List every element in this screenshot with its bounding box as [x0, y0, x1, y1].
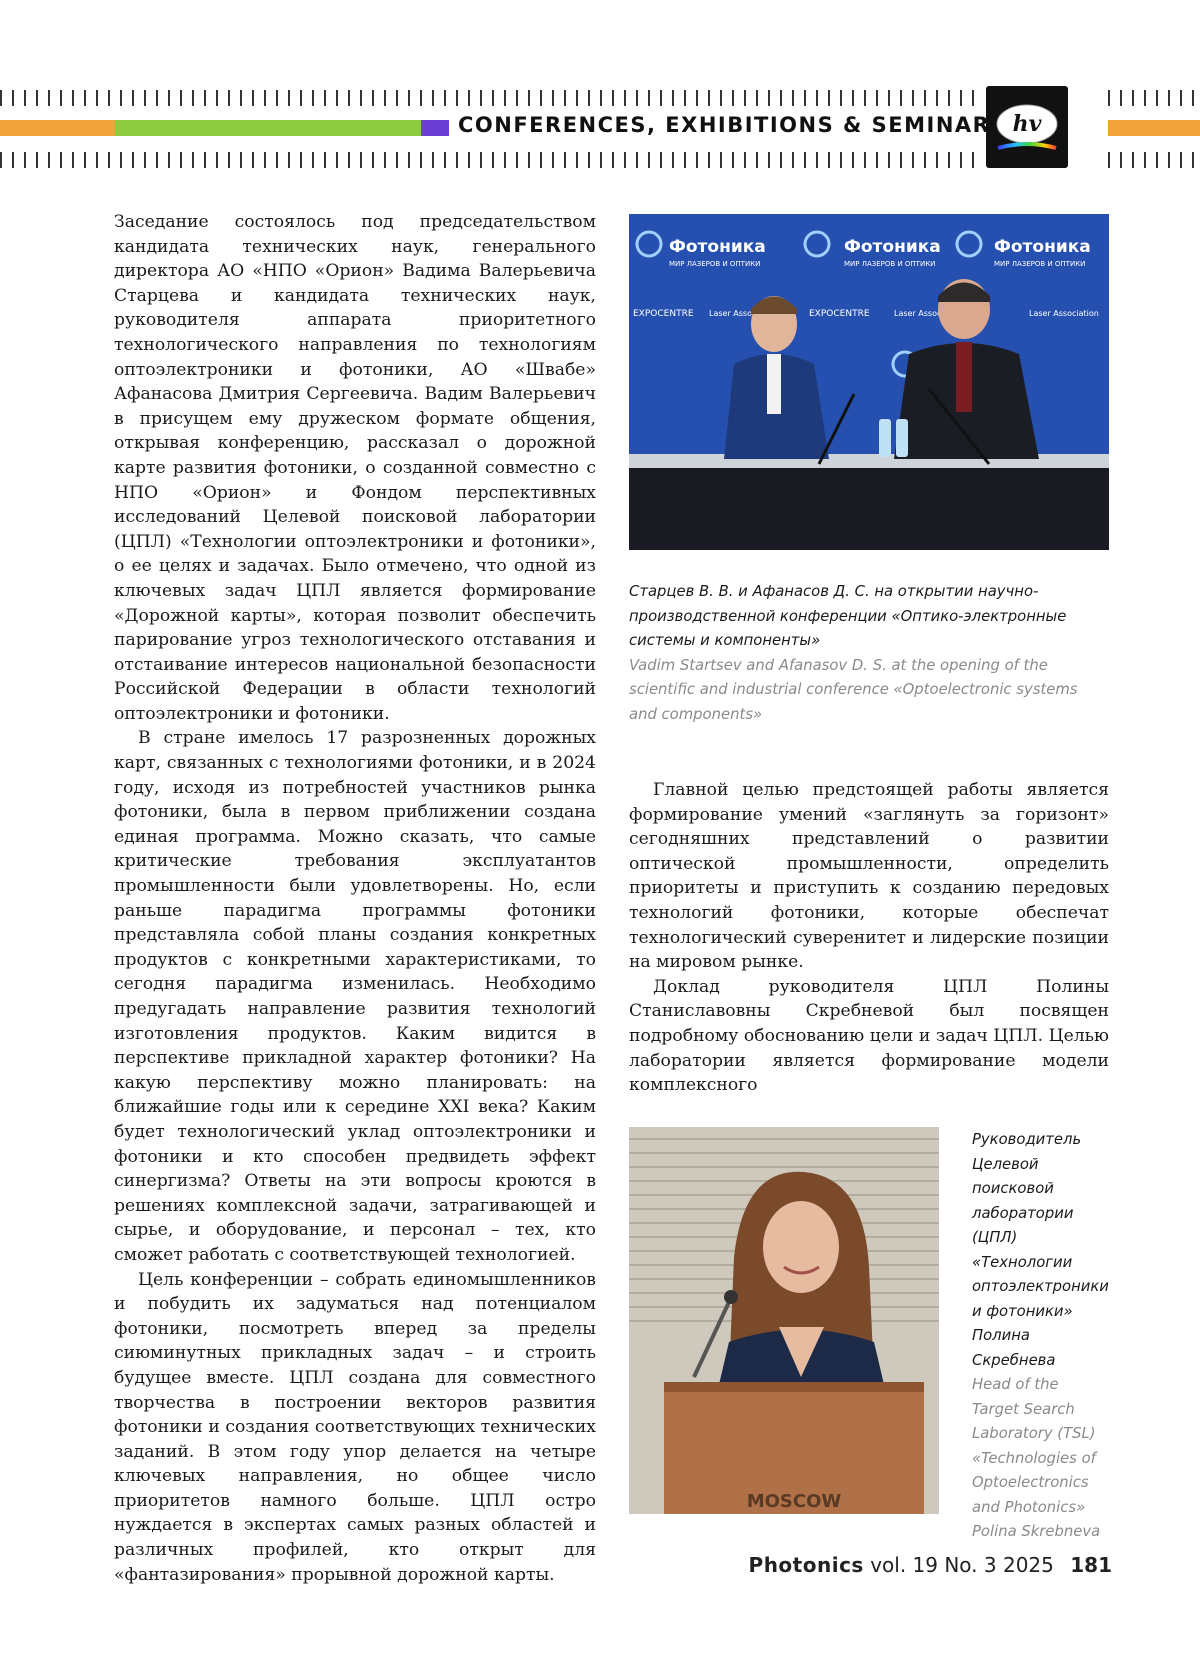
banner-brand-3: Фотоника: [994, 237, 1091, 257]
photo1-caption-ru: Старцев В. В. и Афанасов Д. С. на открытии научно-производственной конференции «Оптико-электронные системы и компоненты»: [629, 580, 1099, 654]
banner-sponsor-2: Laser Association: [709, 309, 779, 318]
header-ticks-bottom-right: [1108, 152, 1200, 168]
banner-sponsor-4: Laser Association: [894, 309, 964, 318]
banner-sponsor-3: EXPOCENTRE: [809, 309, 870, 319]
right-paragraph-1: Главной целью предстоящей работы является формирование умений «заглянуть за горизонт» сегодняшних представлений о развитии оптической промышленности, определить приоритеты и приступить к созданию передовых технологий фотоники, которые обеспечат технологический суверенитет и лидерские позиции на мировом рынке.: [629, 778, 1109, 975]
header-bar-purple: [421, 120, 449, 136]
banner-sub-2: МИР ЛАЗЕРОВ И ОПТИКИ: [844, 260, 935, 268]
banner-sub-3: МИР ЛАЗЕРОВ И ОПТИКИ: [994, 260, 1085, 268]
photo2-caption-en: Head of the Target Search Laboratory (TSL) «Technologies of Optoelectronics and Photonics» Polina Skrebneva: [972, 1373, 1110, 1545]
footer-page-number: 181: [1070, 1553, 1112, 1577]
logo-text: hv: [1013, 111, 1042, 137]
page-footer: [700, 1553, 1112, 1583]
section-title: CONFERENCES, EXHIBITIONS & SEMINARS: [458, 113, 978, 143]
header-ticks-bottom-left: [0, 152, 975, 168]
banner-sub-1: МИР ЛАЗЕРОВ И ОПТИКИ: [669, 260, 760, 268]
photo-conference-opening: [629, 214, 1109, 550]
photo-speaker-podium: [629, 1127, 939, 1514]
header-bar-orange-right: [1108, 120, 1200, 136]
banner-brand-2: Фотоника: [844, 237, 941, 257]
left-paragraph-2: В стране имелось 17 разрозненных дорожных карт, связанных с технологиями фотоники, и в 2024 году, исходя из потребностей участников рынка фотоники, была в первом приближении создана единая программа. Можно сказать, что самые критические требования эксплуатантов промышленности были удовлетворены. Но, если раньше парадигма программы фотоники представляла собой планы создания конкретных продуктов с конкретными характеристиками, то сегодня парадигма изменилась. Необходимо предугадать направление развития технологий изготовления продуктов. Каким видится в перспективе прикладной характер фотоники? На какую перспективу можно планировать: на ближайшие годы или к середине XXI века? Каким будет технологический уклад оптоэлектроники и фотоники и кто способен предвидеть эффект синергизма? Ответы на эти вопросы кроются в решениях комплексной задачи, затрагивающей и сырье, и оборудование, и персонал – тех, кто сможет работать с соответствующей технологией.: [114, 726, 596, 1267]
header-bar-green: [115, 120, 421, 136]
header-bar-orange: [0, 120, 115, 136]
right-column: [629, 778, 1109, 1098]
photo2-caption: [972, 1128, 1110, 1545]
header-ticks-top-right: [1108, 90, 1200, 106]
photo1-caption: [629, 580, 1099, 727]
photo1-caption-en: Vadim Startsev and Afanasov D. S. at the opening of the scientific and industrial conference «Optoelectronic systems and components»: [629, 654, 1099, 728]
footer-journal-name: Photonics: [749, 1553, 864, 1577]
podium-text: MOSCOW: [747, 1491, 842, 1512]
banner-sponsor-1: EXPOCENTRE: [633, 309, 694, 319]
right-paragraph-2: Доклад руководителя ЦПЛ Полины Станиславовны Скребневой был посвящен подробному обоснованию цели и задач ЦПЛ. Целью лаборатории является формирование модели комплексного: [629, 975, 1109, 1098]
footer-issue: vol. 19 No. 3 2025: [870, 1553, 1054, 1577]
banner-sponsor-5: Laser Association: [1029, 309, 1099, 318]
photo2-caption-ru: Руководитель Целевой поисковой лаборатории (ЦПЛ) «Технологии оптоэлектроники и фотоники» Полина Скребнева: [972, 1128, 1110, 1373]
banner-brand-1: Фотоника: [669, 237, 766, 257]
left-paragraph-1: Заседание состоялось под председательством кандидата технических наук, генерального директора АО «НПО «Орион» Вадима Валерьевича Старцева и кандидата технических наук, руководителя аппарата приоритетного технологического направления по технологиям оптоэлектроники и фотоники, АО «Швабе» Афанасова Дмитрия Сергеевича. Вадим Валерьевич в присущем ему дружеском формате общения, открывая конференцию, рассказал о дорожной карте развития фотоники, о созданной совместно с НПО «Орион» и Фондом перспективных исследований Целевой поисковой лаборатории (ЦПЛ) «Технологии оптоэлектроники и фотоники», о ее целях и задачах. Было отмечено, что одной из ключевых задач ЦПЛ является формирование «Дорожной карты», которая позволит обеспечить парирование угроз технологического отставания и отстаивание интересов национальной безопасности Российской Федерации в области технологий оптоэлектроники и фотоники.: [114, 210, 596, 726]
journal-logo: [986, 86, 1068, 168]
left-paragraph-3: Цель конференции – собрать единомышленников и побудить их задуматься над потенциалом фотоники, посмотреть вперед за пределы сиюминутных прикладных задач – и строить будущее вместе. ЦПЛ создана для совместного творчества в построении векторов развития фотоники и создания соответствующих технических заданий. В этом году упор делается на четыре ключевых направления, но общее число приоритетов намного больше. ЦПЛ остро нуждается в экспертах самых разных областей и различных профилей, кто открыт для «фантазирования» прорывной дорожной карты.: [114, 1268, 596, 1588]
left-column: [114, 210, 596, 1587]
header-ticks-top-left: [0, 90, 975, 106]
